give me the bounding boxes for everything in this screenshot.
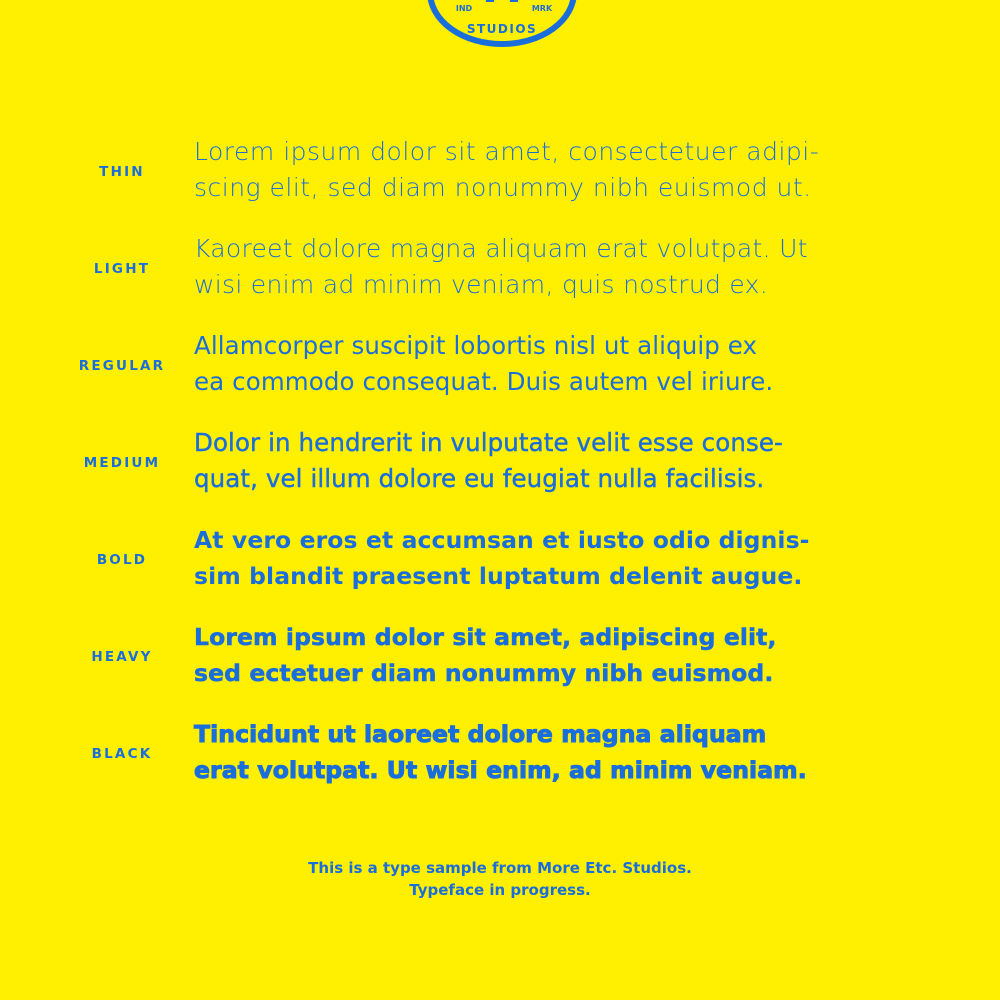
sample-text-black	[194, 716, 954, 788]
specimen-bold	[0, 522, 1000, 612]
sample-line: Allamcorper suscipit lobortis nisl ut aliquip ex	[194, 331, 758, 360]
sample-line: Dolor in hendrerit in vulputate velit esse conse-	[194, 428, 783, 457]
weight-label-bold: BOLD	[96, 552, 148, 568]
sample-line: sed ectetuer diam nonummy nibh euismod.	[194, 659, 774, 687]
logo-text-top-right: MRK	[531, 4, 553, 13]
sample-line: Lorem ipsum dolor sit amet, adipiscing elit,	[194, 623, 777, 651]
sample-line: Tincidunt ut laoreet dolore magna aliquam	[194, 720, 767, 748]
specimen-black	[0, 716, 1000, 806]
sample-text-regular	[194, 328, 954, 400]
footer-line-1: This is a type sample from More Etc. Studios.	[308, 859, 692, 877]
weight-label-light: LIGHT	[93, 261, 151, 277]
logo-letter-m-shape	[482, 0, 522, 2]
sample-line: Kaoreet dolore magna aliquam erat volutpat. Ut	[194, 234, 808, 263]
weight-label-medium: MEDIUM	[83, 455, 161, 471]
sample-line: Lorem ipsum dolor sit amet, consectetuer adipi-	[194, 137, 820, 166]
specimen-medium	[0, 425, 1000, 515]
specimen-light	[0, 231, 1000, 321]
sample-line: sim blandit praesent luptatum delenit augue.	[194, 562, 803, 590]
sample-text-bold	[194, 522, 954, 594]
sample-line: erat volutpat. Ut wisi enim, ad minim veniam.	[194, 756, 807, 784]
sample-line: At vero eros et accumsan et iusto odio dignis-	[194, 526, 810, 554]
sample-text-heavy	[194, 619, 954, 691]
footer-note	[0, 857, 1000, 901]
weight-label-thin: THIN	[99, 164, 145, 180]
studio-logo	[424, 0, 580, 54]
sample-text-thin	[194, 134, 954, 206]
sample-line: wisi enim ad minim veniam, quis nostrud ex.	[194, 270, 768, 299]
weight-label-black: BLACK	[91, 746, 153, 762]
sample-line: scing elit, sed diam nonummy nibh euismod ut.	[194, 173, 812, 202]
sample-text-medium	[194, 425, 954, 497]
footer-line-2: Typeface in progress.	[409, 881, 591, 899]
sample-line: ea commodo consequat. Duis autem vel iriure.	[194, 367, 774, 396]
weight-label-heavy: HEAVY	[91, 649, 153, 665]
weight-label-regular: REGULAR	[78, 358, 166, 374]
specimen-regular	[0, 328, 1000, 418]
logo-text-top-left: IND	[455, 4, 473, 13]
specimen-heavy	[0, 619, 1000, 709]
specimen-thin	[0, 134, 1000, 224]
logo-text-bottom: STUDIOS	[466, 22, 538, 36]
sample-text-light	[194, 231, 954, 303]
sample-line: quat, vel illum dolore eu feugiat nulla facilisis.	[194, 464, 765, 493]
